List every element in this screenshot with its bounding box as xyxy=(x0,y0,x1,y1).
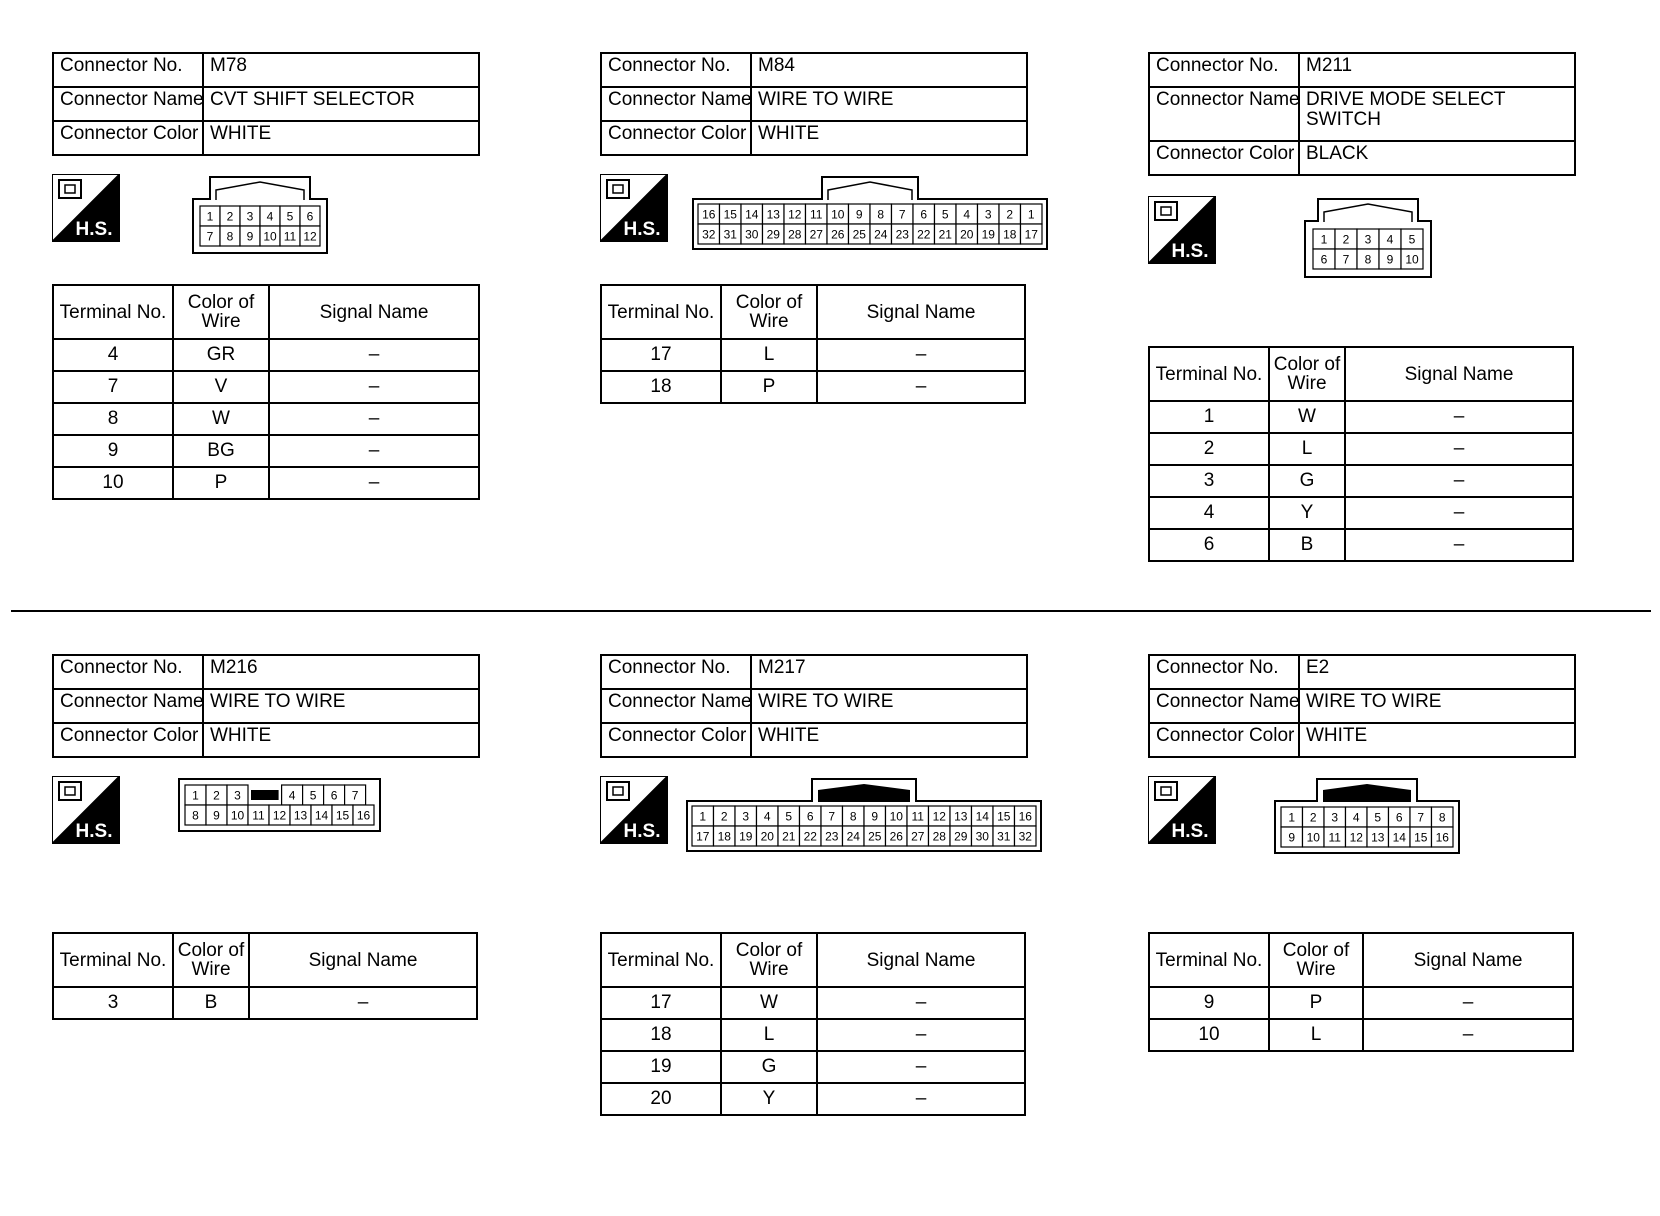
pin-number: 17 xyxy=(696,829,710,844)
signal-name-cell: – xyxy=(817,339,1025,371)
pin-number: 1 xyxy=(206,209,214,224)
signal-name-cell: – xyxy=(817,371,1025,403)
signal-name-cell: – xyxy=(269,339,479,371)
terminal-no-header: Terminal No. xyxy=(601,933,721,987)
signal-name-cell: – xyxy=(817,1051,1025,1083)
terminal-no-cell: 9 xyxy=(1149,987,1269,1019)
connector-color-value: WHITE xyxy=(203,121,479,155)
pin-number: 6 xyxy=(1395,810,1403,825)
terminal-no-header: Terminal No. xyxy=(53,933,173,987)
pin-number: 20 xyxy=(960,227,974,242)
connector-no-value: M78 xyxy=(203,53,479,87)
pin-number: 10 xyxy=(1306,830,1320,845)
pin-number: 2 xyxy=(1309,810,1317,825)
terminal-row xyxy=(53,403,479,435)
connector-info-table xyxy=(600,52,1028,156)
connector-no-label: Connector No. xyxy=(53,655,203,689)
connector-info-table xyxy=(1148,52,1576,176)
pin-number: 7 xyxy=(1342,252,1350,267)
pin-number: 29 xyxy=(954,829,968,844)
signal-name-cell: – xyxy=(1345,465,1573,497)
signal-name-cell: – xyxy=(1345,433,1573,465)
wire-color-cell: P xyxy=(721,371,817,403)
pin-number: 27 xyxy=(809,227,823,242)
terminal-row xyxy=(53,371,479,403)
signal-name-header: Signal Name xyxy=(249,933,477,987)
connector-no-label: Connector No. xyxy=(53,53,203,87)
pin-number: 13 xyxy=(1371,830,1385,845)
pin-number: 12 xyxy=(1349,830,1363,845)
terminal-row xyxy=(601,1083,1025,1115)
pin-number: 6 xyxy=(330,788,338,803)
pin-number: 5 xyxy=(309,788,317,803)
wire-color-header: Color of Wire xyxy=(721,933,817,987)
terminal-no-cell: 8 xyxy=(53,403,173,435)
terminal-row xyxy=(601,1019,1025,1051)
terminal-row xyxy=(601,987,1025,1019)
connector-color-value: BLACK xyxy=(1299,141,1575,175)
terminal-table xyxy=(52,932,478,1020)
connector-face-diagram xyxy=(692,176,1048,250)
harness-side-icon xyxy=(52,776,120,844)
pin-number: 16 xyxy=(1018,809,1032,824)
pin-number: 23 xyxy=(825,829,839,844)
terminal-no-cell: 18 xyxy=(601,1019,721,1051)
terminal-no-cell: 20 xyxy=(601,1083,721,1115)
pin-number: 5 xyxy=(941,207,949,222)
pin-number: 2 xyxy=(1342,232,1350,247)
connector-name-label: Connector Name xyxy=(53,87,203,121)
hs-badge-text: H.S. xyxy=(75,219,113,240)
pin-number: 6 xyxy=(920,207,928,222)
pin-number: 14 xyxy=(314,808,329,823)
wire-color-header: Color of Wire xyxy=(1269,933,1363,987)
wire-color-cell: V xyxy=(173,371,269,403)
signal-name-cell: – xyxy=(1345,497,1573,529)
hs-badge-text: H.S. xyxy=(75,821,113,842)
connector-name-value: WIRE TO WIRE xyxy=(751,87,1027,121)
connector-no-label: Connector No. xyxy=(1149,53,1299,87)
terminal-no-cell: 3 xyxy=(53,987,173,1019)
pin-number: 18 xyxy=(717,829,731,844)
signal-name-header: Signal Name xyxy=(1345,347,1573,401)
connector-name-value: WIRE TO WIRE xyxy=(751,689,1027,723)
terminal-table xyxy=(52,284,480,500)
connector-color-value: WHITE xyxy=(751,121,1027,155)
pin-number: 11 xyxy=(283,229,297,244)
pin-number: 15 xyxy=(997,809,1011,824)
pin-number: 4 xyxy=(266,209,274,224)
wire-color-header: Color of Wire xyxy=(173,285,269,339)
connector-no-label: Connector No. xyxy=(601,53,751,87)
connector-face-diagram xyxy=(1304,198,1432,278)
pin-number: 11 xyxy=(252,808,265,823)
pin-number: 6 xyxy=(1320,252,1328,267)
pin-number: 19 xyxy=(739,829,753,844)
pin-number: 5 xyxy=(286,209,294,224)
hs-badge-text: H.S. xyxy=(1171,821,1209,842)
wire-color-cell: B xyxy=(173,987,249,1019)
pin-number: 7 xyxy=(351,788,359,803)
wire-color-cell: G xyxy=(721,1051,817,1083)
terminal-row xyxy=(1149,987,1573,1019)
pin-number: 4 xyxy=(1386,232,1394,247)
pin-number: 5 xyxy=(785,809,793,824)
terminal-row xyxy=(53,339,479,371)
terminal-table xyxy=(1148,346,1574,562)
terminal-row xyxy=(601,339,1025,371)
section-divider xyxy=(11,610,1651,612)
pin-number: 9 xyxy=(1288,830,1296,845)
pin-number: 1 xyxy=(1288,810,1296,825)
connector-name-value: CVT SHIFT SELECTOR xyxy=(203,87,479,121)
wire-color-cell: W xyxy=(173,403,269,435)
pin-number: 16 xyxy=(1435,830,1449,845)
terminal-row xyxy=(1149,465,1573,497)
signal-name-cell: – xyxy=(817,1019,1025,1051)
harness-side-icon xyxy=(600,776,668,844)
pin-number: 4 xyxy=(1352,810,1360,825)
terminal-no-header: Terminal No. xyxy=(1149,933,1269,987)
signal-name-header: Signal Name xyxy=(1363,933,1573,987)
terminal-no-cell: 9 xyxy=(53,435,173,467)
connector-info-table xyxy=(1148,654,1576,758)
signal-name-cell: – xyxy=(1345,401,1573,433)
connector-no-value: M216 xyxy=(203,655,479,689)
pin-number: 1 xyxy=(1027,207,1035,222)
connector-no-label: Connector No. xyxy=(601,655,751,689)
pin-number: 31 xyxy=(723,227,737,242)
pin-number: 24 xyxy=(874,227,888,242)
pin-number: 28 xyxy=(788,227,802,242)
terminal-row xyxy=(53,987,477,1019)
pin-number: 7 xyxy=(206,229,214,244)
connector-info-table xyxy=(600,654,1028,758)
wire-color-cell: G xyxy=(1269,465,1345,497)
pin-number: 10 xyxy=(1405,252,1419,267)
signal-name-cell: – xyxy=(1363,987,1573,1019)
connector-face-diagram xyxy=(1274,778,1460,854)
pin-number: 1 xyxy=(699,809,707,824)
signal-name-cell: – xyxy=(817,987,1025,1019)
pin-number: 32 xyxy=(1018,829,1032,844)
pin-number: 11 xyxy=(810,207,823,222)
signal-name-cell: – xyxy=(817,1083,1025,1115)
terminal-table xyxy=(1148,932,1574,1052)
pin-number: 12 xyxy=(272,808,287,823)
terminal-no-cell: 3 xyxy=(1149,465,1269,497)
pin-number: 8 xyxy=(877,207,885,222)
wire-color-cell: BG xyxy=(173,435,269,467)
pin-number: 3 xyxy=(742,809,750,824)
pin-number: 26 xyxy=(831,227,845,242)
signal-name-cell: – xyxy=(269,403,479,435)
connector-no-value: M211 xyxy=(1299,53,1575,87)
terminal-no-cell: 10 xyxy=(1149,1019,1269,1051)
connector-name-value: WIRE TO WIRE xyxy=(203,689,479,723)
connector-name-label: Connector Name xyxy=(601,689,751,723)
pin-number: 3 xyxy=(984,207,992,222)
pin-number: 6 xyxy=(806,809,814,824)
connector-color-label: Connector Color xyxy=(53,121,203,155)
terminal-no-cell: 4 xyxy=(1149,497,1269,529)
pin-number: 2 xyxy=(213,788,220,803)
pin-number: 22 xyxy=(917,227,931,242)
pin-number: 30 xyxy=(745,227,759,242)
pin-number: 27 xyxy=(911,829,925,844)
pin-number: 6 xyxy=(306,209,314,224)
pin-number: 25 xyxy=(868,829,882,844)
pin-number: 9 xyxy=(1386,252,1394,267)
terminal-no-header: Terminal No. xyxy=(53,285,173,339)
signal-name-cell: – xyxy=(269,371,479,403)
hs-badge-text: H.S. xyxy=(1171,241,1209,262)
pin-number: 21 xyxy=(938,227,952,242)
connector-face-diagram xyxy=(192,176,328,254)
pin-number: 11 xyxy=(911,809,924,824)
pin-number: 10 xyxy=(831,207,845,222)
connector-name-label: Connector Name xyxy=(1149,689,1299,723)
wire-color-header: Color of Wire xyxy=(721,285,817,339)
pin-number: 19 xyxy=(981,227,995,242)
pin-number: 7 xyxy=(828,809,836,824)
signal-name-cell: – xyxy=(1345,529,1573,561)
pin-number: 2 xyxy=(1006,207,1014,222)
wire-color-cell: B xyxy=(1269,529,1345,561)
pin-number: 8 xyxy=(849,809,857,824)
terminal-row xyxy=(1149,1019,1573,1051)
connector-no-value: M84 xyxy=(751,53,1027,87)
connector-info-table xyxy=(52,654,480,758)
connector-no-value: M217 xyxy=(751,655,1027,689)
pin-number: 4 xyxy=(963,207,971,222)
pin-number: 32 xyxy=(702,227,716,242)
pin-number: 9 xyxy=(855,207,863,222)
pin-number: 8 xyxy=(1364,252,1372,267)
harness-side-icon xyxy=(1148,196,1216,264)
pin-number: 12 xyxy=(932,809,946,824)
signal-name-header: Signal Name xyxy=(817,933,1025,987)
pin-number: 15 xyxy=(1414,830,1428,845)
pin-number: 10 xyxy=(263,229,277,244)
signal-name-cell: – xyxy=(249,987,477,1019)
terminal-no-header: Terminal No. xyxy=(1149,347,1269,401)
pin-number: 7 xyxy=(898,207,906,222)
wire-color-header: Color of Wire xyxy=(173,933,249,987)
connector-info-table xyxy=(52,52,480,156)
terminal-row xyxy=(53,435,479,467)
terminal-row xyxy=(1149,433,1573,465)
connector-color-value: WHITE xyxy=(751,723,1027,757)
terminal-no-cell: 18 xyxy=(601,371,721,403)
wire-color-cell: GR xyxy=(173,339,269,371)
pin-number: 1 xyxy=(192,788,199,803)
connector-color-value: WHITE xyxy=(1299,723,1575,757)
terminal-no-cell: 4 xyxy=(53,339,173,371)
terminal-no-cell: 17 xyxy=(601,987,721,1019)
pin-number: 8 xyxy=(192,808,199,823)
pin-number: 18 xyxy=(1003,227,1017,242)
wire-color-cell: P xyxy=(173,467,269,499)
connector-face-diagram xyxy=(686,778,1042,852)
signal-name-cell: – xyxy=(269,435,479,467)
terminal-row xyxy=(1149,401,1573,433)
pin-number: 12 xyxy=(303,229,317,244)
terminal-row xyxy=(1149,529,1573,561)
connector-name-label: Connector Name xyxy=(53,689,203,723)
pin-number: 31 xyxy=(997,829,1011,844)
pin-number: 26 xyxy=(889,829,903,844)
connector-color-label: Connector Color xyxy=(601,723,751,757)
pin-number: 15 xyxy=(723,207,737,222)
connector-color-label: Connector Color xyxy=(53,723,203,757)
connector-name-value: WIRE TO WIRE xyxy=(1299,689,1575,723)
pin-number: 30 xyxy=(975,829,989,844)
pin-number: 5 xyxy=(1408,232,1416,247)
pin-number: 5 xyxy=(1374,810,1382,825)
connector-no-label: Connector No. xyxy=(1149,655,1299,689)
wire-color-cell: W xyxy=(1269,401,1345,433)
connector-color-value: WHITE xyxy=(203,723,479,757)
harness-side-icon xyxy=(52,174,120,242)
wire-color-cell: P xyxy=(1269,987,1363,1019)
pin-number: 13 xyxy=(766,207,780,222)
pin-number: 24 xyxy=(846,829,860,844)
connector-name-label: Connector Name xyxy=(601,87,751,121)
wire-color-cell: L xyxy=(1269,1019,1363,1051)
pin-number: 10 xyxy=(230,808,245,823)
hs-badge-text: H.S. xyxy=(623,219,661,240)
pin-number: 9 xyxy=(246,229,254,244)
pin-number: 9 xyxy=(871,809,879,824)
pin-number: 14 xyxy=(745,207,759,222)
pin-number: 28 xyxy=(932,829,946,844)
pin-number: 16 xyxy=(702,207,716,222)
connector-no-value: E2 xyxy=(1299,655,1575,689)
pin-number: 17 xyxy=(1024,227,1038,242)
pin-number: 25 xyxy=(852,227,866,242)
pin-number: 7 xyxy=(1417,810,1425,825)
terminal-no-cell: 7 xyxy=(53,371,173,403)
connector-color-label: Connector Color xyxy=(1149,723,1299,757)
harness-side-icon xyxy=(1148,776,1216,844)
pin-number: 14 xyxy=(975,809,989,824)
pin-number: 23 xyxy=(895,227,909,242)
terminal-row xyxy=(601,1051,1025,1083)
pin-number: 3 xyxy=(1331,810,1339,825)
signal-name-header: Signal Name xyxy=(817,285,1025,339)
pin-number: 12 xyxy=(788,207,802,222)
pin-number: 13 xyxy=(293,808,308,823)
pin-number: 29 xyxy=(766,227,780,242)
terminal-no-cell: 19 xyxy=(601,1051,721,1083)
pin-number: 22 xyxy=(803,829,817,844)
signal-name-header: Signal Name xyxy=(269,285,479,339)
pin-number: 21 xyxy=(782,829,796,844)
terminal-no-cell: 6 xyxy=(1149,529,1269,561)
pin-number: 8 xyxy=(1438,810,1446,825)
pin-number: 13 xyxy=(954,809,968,824)
connector-name-value: DRIVE MODE SELECT SWITCH xyxy=(1299,87,1575,141)
pin-number: 2 xyxy=(226,209,234,224)
pin-number: 4 xyxy=(288,788,296,803)
connector-color-label: Connector Color xyxy=(601,121,751,155)
terminal-no-cell: 10 xyxy=(53,467,173,499)
wire-color-cell: W xyxy=(721,987,817,1019)
wire-color-header: Color of Wire xyxy=(1269,347,1345,401)
pin-number: 14 xyxy=(1392,830,1406,845)
terminal-no-cell: 17 xyxy=(601,339,721,371)
wire-color-cell: L xyxy=(721,339,817,371)
terminal-no-cell: 1 xyxy=(1149,401,1269,433)
wire-color-cell: Y xyxy=(1269,497,1345,529)
signal-name-cell: – xyxy=(1363,1019,1573,1051)
pin-number: 15 xyxy=(335,808,350,823)
pin-number: 3 xyxy=(246,209,254,224)
connector-face-diagram xyxy=(178,778,381,832)
wire-color-cell: L xyxy=(721,1019,817,1051)
wire-color-cell: L xyxy=(1269,433,1345,465)
pin-number: 16 xyxy=(356,808,371,823)
terminal-row xyxy=(601,371,1025,403)
terminal-no-cell: 2 xyxy=(1149,433,1269,465)
connector-color-label: Connector Color xyxy=(1149,141,1299,175)
pin-number: 9 xyxy=(213,808,220,823)
pin-number: 8 xyxy=(226,229,234,244)
pin-number: 2 xyxy=(720,809,728,824)
harness-side-icon xyxy=(600,174,668,242)
pin-number: 11 xyxy=(1328,830,1341,845)
hs-badge-text: H.S. xyxy=(623,821,661,842)
pin-number: 3 xyxy=(234,788,241,803)
blank-cavity xyxy=(251,790,279,800)
wire-color-cell: Y xyxy=(721,1083,817,1115)
terminal-row xyxy=(1149,497,1573,529)
signal-name-cell: – xyxy=(269,467,479,499)
pin-number: 20 xyxy=(760,829,774,844)
terminal-table xyxy=(600,284,1026,404)
terminal-no-header: Terminal No. xyxy=(601,285,721,339)
terminal-table xyxy=(600,932,1026,1116)
connector-name-label: Connector Name xyxy=(1149,87,1299,141)
pin-number: 3 xyxy=(1364,232,1372,247)
pin-number: 1 xyxy=(1320,232,1328,247)
pin-number: 4 xyxy=(763,809,771,824)
pin-number: 10 xyxy=(889,809,903,824)
terminal-row xyxy=(53,467,479,499)
